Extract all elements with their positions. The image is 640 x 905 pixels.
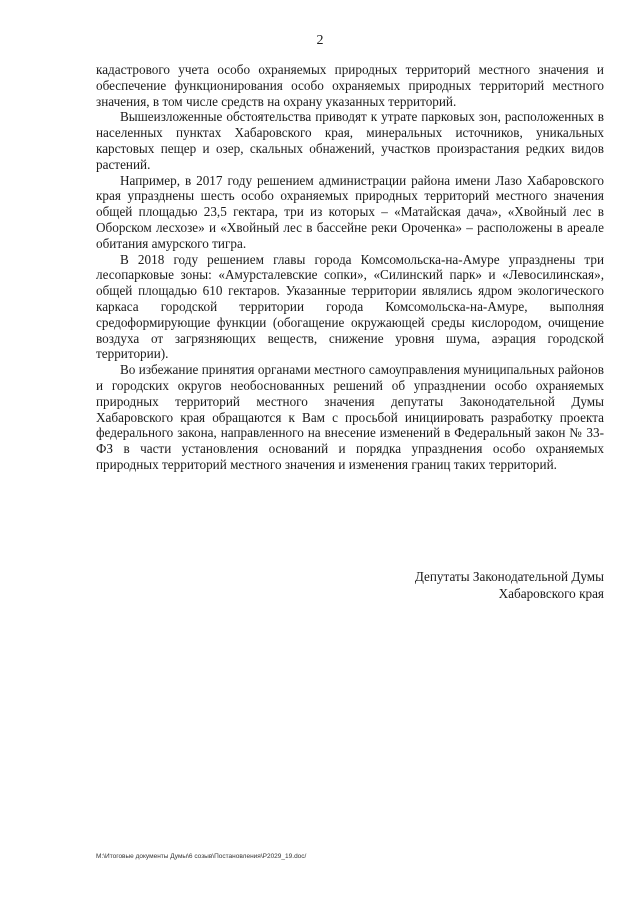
signature-line-1: Депутаты Законодательной Думы	[414, 569, 604, 584]
paragraph-request: Во избежание принятия органами местного самоуправления муниципальных районов и городских округов необоснованных решений об упразднении особо охраняемых природных территорий местного значения депутаты Законодательной Думы Хабаровского края обращаются к Вам с просьбой инициировать разработку проекта федерального закона, направленного на внесение изменений в Федеральный закон № 33-ФЗ в части установления оснований и порядка упразднения особо охраняемых природных территорий местного значения и изменения границ таких территорий.	[96, 362, 604, 472]
paragraph-komsomolsk-example: В 2018 году решением главы города Комсомольска-на-Амуре упразднены три лесопарковые зоны: «Амурсталевские сопки», «Силинский парк» и «Левосилинская», общей площадью 610 гектаров. Указанные территории являлись ядром экологического каркаса городской территории города Комсомольска-на-Амуре, выполняя средоформирующие функции (обогащение окружающей среды кислородом, очищение воздуха от загрязняющих веществ, снижение уровня шума, аэрация городской территории).	[96, 251, 604, 362]
paragraph-consequences: Вышеизложенные обстоятельства приводят к утрате парковых зон, расположенных в населенных пунктах Хабаровского края, минеральных источников, уникальных карстовых пещер и озер, скальных обнажений, участков произрастания редких видов растений.	[96, 109, 604, 172]
signature-block	[415, 568, 604, 602]
document-body	[96, 62, 604, 473]
paragraph-continuation: кадастрового учета особо охраняемых природных территорий местного значения и обеспечение функционирования особо охраняемых природных территорий местного значения, в том числе средств на охрану указанных территорий.	[96, 62, 604, 109]
paragraph-lazo-example: Например, в 2017 году решением администрации района имени Лазо Хабаровского края упразднены шесть особо охраняемых природных территорий местного значения общей площадью 23,5 гектара, три из которых – «Матайская дача», «Хвойный лес в Оборском лесхозе» и «Хвойный лес в бассейне реки Ороченка» – расположены в ареале обитания амурского тигра.	[96, 172, 604, 251]
page-number: 2	[316, 33, 324, 48]
signature-line-2: Хабаровского края	[498, 586, 604, 601]
footer-file-path: М:\Итоговые документы Думы\6 созыв\Постановления\Р2029_19.doc/	[96, 853, 307, 860]
